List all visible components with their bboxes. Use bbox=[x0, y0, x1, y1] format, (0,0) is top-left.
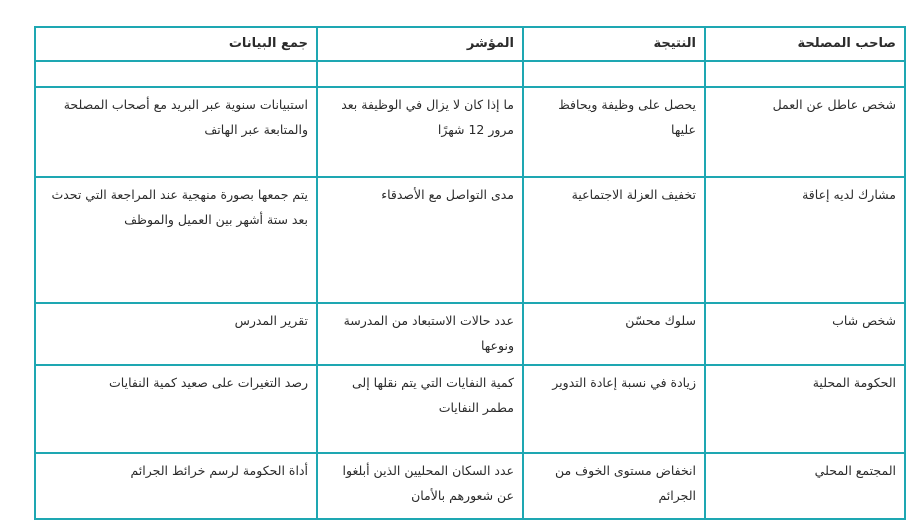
cell-indicator: مدى التواصل مع الأصدقاء bbox=[317, 177, 523, 303]
cell-data-collection: يتم جمعها بصورة منهجية عند المراجعة التي تحدث بعد ستة أشهر بين العميل والموظف bbox=[35, 177, 317, 303]
empty-cell bbox=[705, 61, 905, 87]
cell-stakeholder: مشارك لديه إعاقة bbox=[705, 177, 905, 303]
cell-data-collection: تقرير المدرس bbox=[35, 303, 317, 365]
table-row bbox=[35, 365, 905, 453]
cell-data-collection: أداة الحكومة لرسم خرائط الجرائم bbox=[35, 453, 317, 519]
cell-data-collection: استبيانات سنوية عبر البريد مع أصحاب المصلحة والمتابعة عبر الهاتف bbox=[35, 87, 317, 177]
table-row bbox=[35, 453, 905, 519]
cell-outcome: زيادة في نسبة إعادة التدوير bbox=[523, 365, 705, 453]
cell-outcome: تخفيف العزلة الاجتماعية bbox=[523, 177, 705, 303]
table-row bbox=[35, 87, 905, 177]
header-indicator: المؤشر bbox=[317, 27, 523, 61]
outcomes-table-container bbox=[36, 26, 906, 520]
cell-indicator: ما إذا كان لا يزال في الوظيفة بعد مرور 12 شهرًا bbox=[317, 87, 523, 177]
cell-outcome: انخفاض مستوى الخوف من الجرائم bbox=[523, 453, 705, 519]
header-data-collection: جمع البيانات bbox=[35, 27, 317, 61]
cell-indicator: كمية النفايات التي يتم نقلها إلى مطمر النفايات bbox=[317, 365, 523, 453]
cell-stakeholder: المجتمع المحلي bbox=[705, 453, 905, 519]
empty-cell bbox=[35, 61, 317, 87]
empty-cell bbox=[317, 61, 523, 87]
header-outcome: النتيجة bbox=[523, 27, 705, 61]
cell-indicator: عدد حالات الاستبعاد من المدرسة ونوعها bbox=[317, 303, 523, 365]
cell-outcome: سلوك محسّن bbox=[523, 303, 705, 365]
header-stakeholder: صاحب المصلحة bbox=[705, 27, 905, 61]
cell-stakeholder: الحكومة المحلية bbox=[705, 365, 905, 453]
cell-data-collection: رصد التغيرات على صعيد كمية النفايات bbox=[35, 365, 317, 453]
cell-indicator: عدد السكان المحليين الذين أبلغوا عن شعورهم بالأمان bbox=[317, 453, 523, 519]
table-row bbox=[35, 303, 905, 365]
cell-stakeholder: شخص عاطل عن العمل bbox=[705, 87, 905, 177]
empty-cell bbox=[523, 61, 705, 87]
cell-stakeholder: شخص شاب bbox=[705, 303, 905, 365]
outcomes-table bbox=[34, 26, 906, 520]
empty-row bbox=[35, 61, 905, 87]
cell-outcome: يحصل على وظيفة ويحافظ عليها bbox=[523, 87, 705, 177]
table-row bbox=[35, 177, 905, 303]
table-header-row bbox=[35, 27, 905, 61]
